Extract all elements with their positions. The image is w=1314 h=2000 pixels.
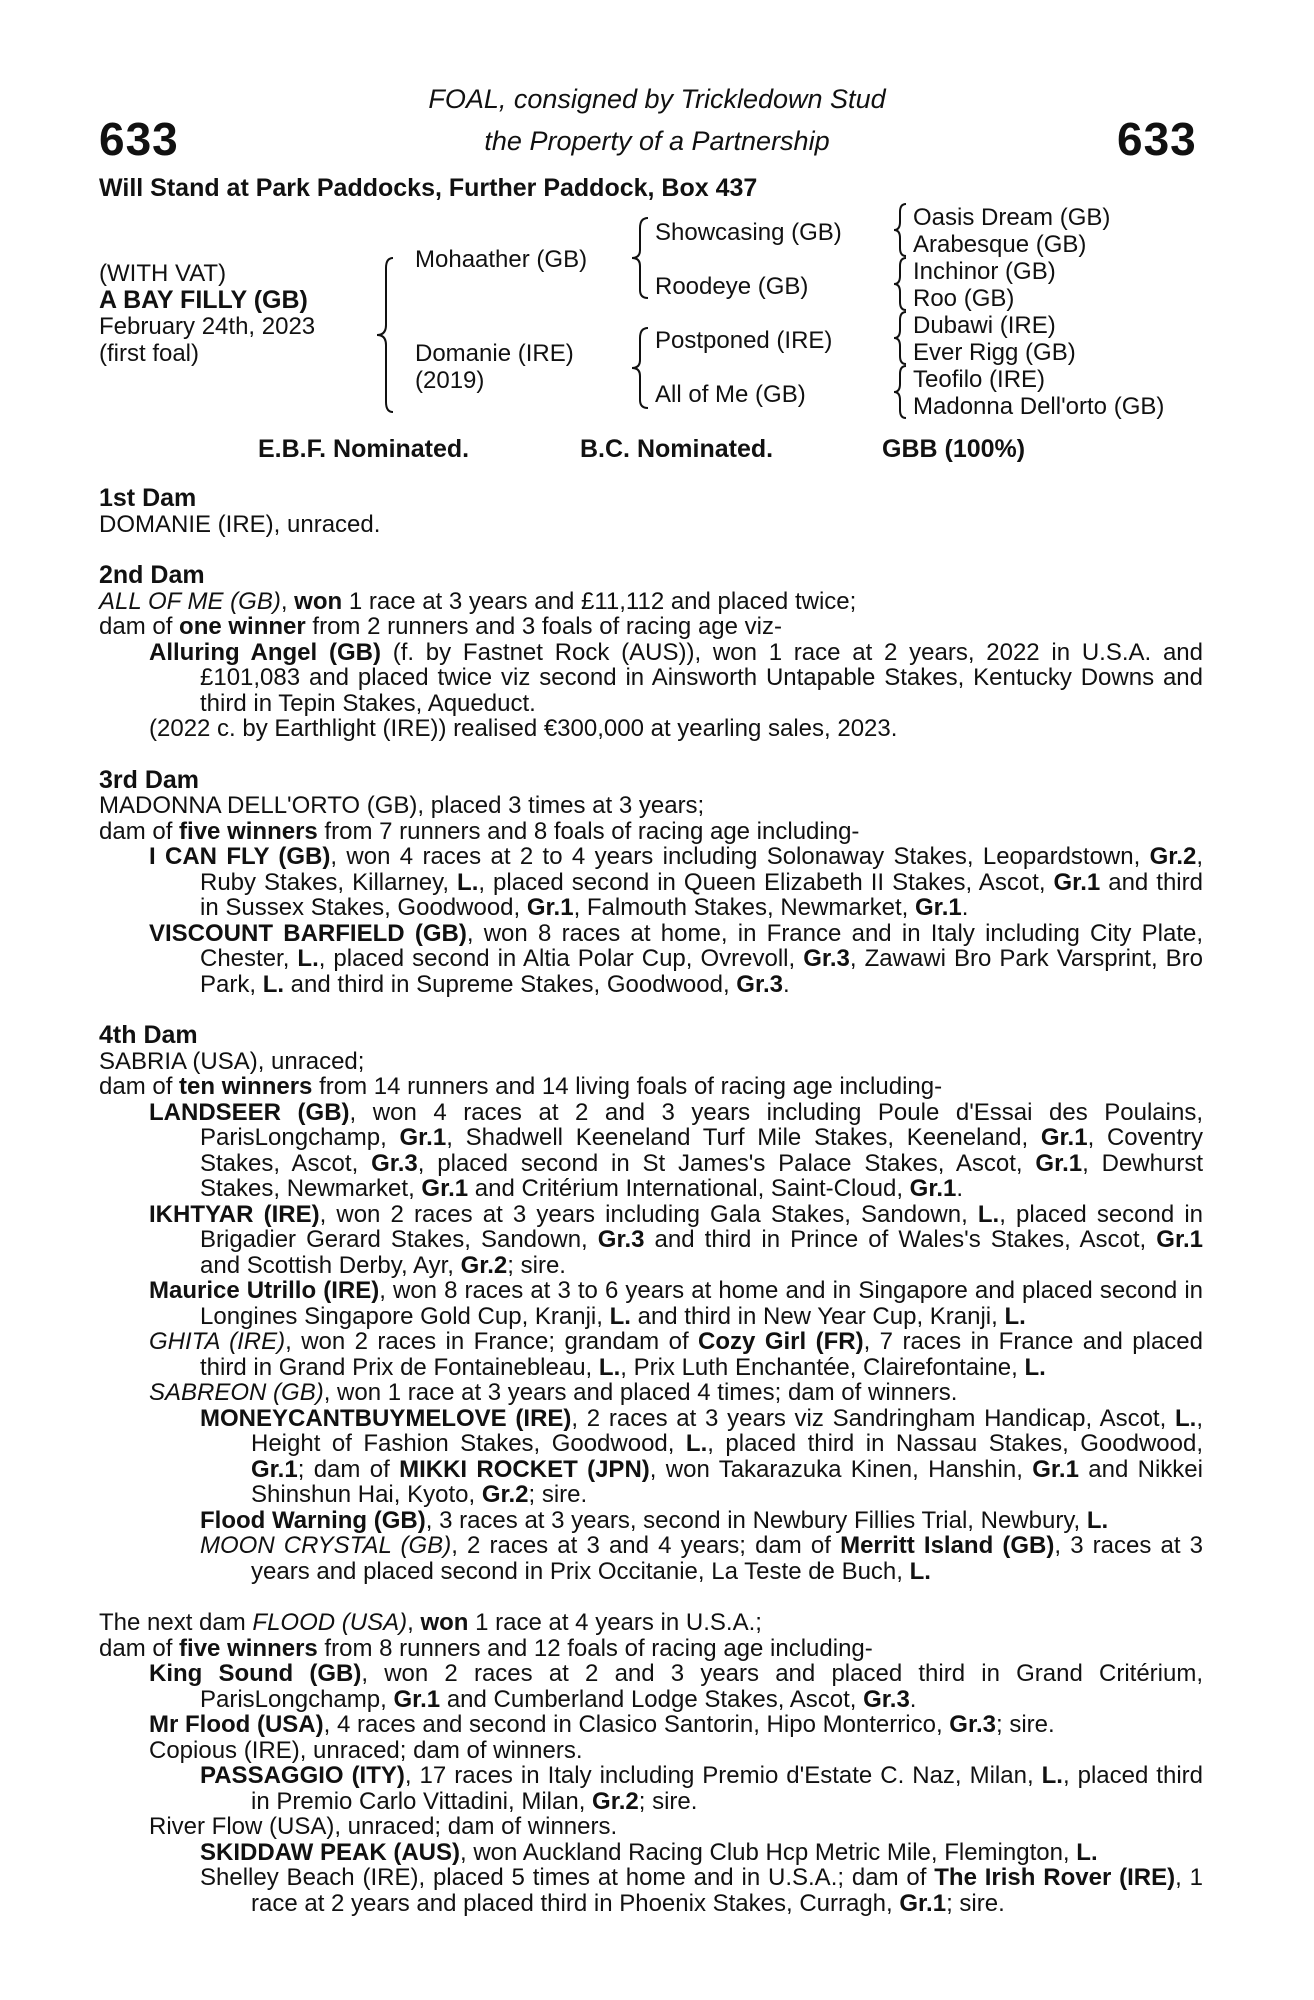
produce-passaggio: PASSAGGIO (ITY), 17 races in Italy including Premio d'Estate C. Naz, Milan, L., placed third in Premio Carlo Vittadini, Milan, Gr.2; sire. bbox=[200, 1762, 1203, 1815]
produce-flood-warning: Flood Warning (GB), 3 races at 3 years, second in Newbury Fillies Trial, Newbury, L. bbox=[200, 1506, 1109, 1534]
pedigree-ddd: Madonna Dell'orto (GB) bbox=[913, 393, 1165, 420]
first-dam-text: DOMANIE (IRE), unraced. bbox=[99, 510, 381, 538]
vat-note: (WITH VAT) bbox=[99, 260, 227, 287]
pedigree-sds: Inchinor (GB) bbox=[913, 258, 1056, 285]
first-foal-note: (first foal) bbox=[99, 340, 200, 367]
pedigree-sdd: Roo (GB) bbox=[913, 285, 1015, 312]
next-dam-line-2: dam of five winners from 8 runners and 12 foals of racing age including- bbox=[99, 1634, 873, 1662]
lot-subject-name: A BAY FILLY (GB) bbox=[99, 286, 308, 314]
pedigree-dam-sire: Postponed (IRE) bbox=[655, 327, 833, 354]
fourth-dam-line-1: SABRIA (USA), unraced; bbox=[99, 1047, 365, 1075]
produce-moon-crystal: MOON CRYSTAL (GB), 2 races at 3 and 4 years; dam of Merritt Island (GB), 3 races at 3 years and placed second in Prix Occitanie, La Teste de Buch, L. bbox=[200, 1532, 1204, 1585]
produce-shelley-beach: Shelley Beach (IRE), placed 5 times at home and in U.S.A.; dam of The Irish Rover (IRE), 1 race at 2 years and placed third in Phoenix Stakes, Curragh, Gr.1; sire. bbox=[200, 1864, 1203, 1917]
produce-river-flow: River Flow (USA), unraced; dam of winners. bbox=[149, 1813, 618, 1840]
third-dam-line-1: MADONNA DELL'ORTO (GB), placed 3 times at 3 years; bbox=[99, 792, 705, 819]
property-line: the Property of a Partnership bbox=[484, 126, 830, 156]
lot-number-left: 633 bbox=[99, 113, 179, 165]
fourth-dam-line-2: dam of ten winners from 14 runners and 14 living foals of racing age including- bbox=[99, 1073, 943, 1100]
pedigree-dam-year: (2019) bbox=[415, 367, 485, 394]
second-dam-line-2: dam of one winner from 2 runners and 3 foals of racing age viz- bbox=[99, 613, 782, 640]
pedigree-dsd: Ever Rigg (GB) bbox=[913, 339, 1076, 366]
produce-landseer: LANDSEER (GB), won 4 races at 2 and 3 years including Poule d'Essai des Poulains, ParisLongchamp, Gr.1, Shadwell Keeneland Turf Mile Stakes, Keeneland, Gr.1, Coventry Stakes, Ascot, Gr.3, placed second in St James's Palace Stakes, Ascot, Gr.1, Dewhurst Stakes, Newmarket, Gr.1 and Critérium International, Saint-Cloud, Gr.1. bbox=[149, 1098, 1203, 1202]
pedigree-dds: Teofilo (IRE) bbox=[913, 366, 1046, 393]
pedigree-sss: Oasis Dream (GB) bbox=[913, 204, 1111, 231]
catalogue-body bbox=[99, 486, 1203, 1916]
produce-2022-colt: (2022 c. by Earthlight (IRE)) realised €300,000 at yearling sales, 2023. bbox=[149, 715, 898, 742]
pedigree-dam: Domanie (IRE) bbox=[415, 340, 574, 367]
bc-nomination: B.C. Nominated. bbox=[580, 435, 774, 463]
stand-line: Will Stand at Park Paddocks, Further Paddock, Box 437 bbox=[99, 174, 758, 202]
pedigree-sire: Mohaather (GB) bbox=[415, 246, 588, 273]
third-dam-heading: 3rd Dam bbox=[99, 765, 200, 794]
fourth-dam-heading: 4th Dam bbox=[99, 1021, 198, 1049]
produce-skiddaw-peak: SKIDDAW PEAK (AUS), won Auckland Racing Club Hcp Metric Mile, Flemington, L. bbox=[200, 1838, 1098, 1866]
produce-ikhtyar: IKHTYAR (IRE), won 2 races at 3 years including Gala Stakes, Sandown, L., placed second in Brigadier Gerard Stakes, Sandown, Gr.3 and third in Prince of Wales's Stakes, Ascot, Gr.1 and Scottish Derby, Ayr, Gr.2; sire. bbox=[149, 1200, 1204, 1279]
pedigree-sire-sire: Showcasing (GB) bbox=[655, 219, 842, 246]
ebf-nomination: E.B.F. Nominated. bbox=[258, 435, 470, 463]
produce-ghita: GHITA (IRE), won 2 races in France; grandam of Cozy Girl (FR), 7 races in France and placed third in Grand Prix de Fontainebleau, L., Prix Luth Enchantée, Clairefontaine, L. bbox=[149, 1328, 1204, 1381]
first-dam-heading: 1st Dam bbox=[99, 484, 197, 512]
second-dam-line-1: ALL OF ME (GB), won 1 race at 3 years and £11,112 and placed twice; bbox=[99, 587, 857, 615]
consignor-line: FOAL, consigned by Trickledown Stud bbox=[428, 84, 886, 114]
pedigree-brackets bbox=[0, 0, 1314, 420]
produce-mr-flood: Mr Flood (USA), 4 races and second in Clasico Santorin, Hipo Monterrico, Gr.3; sire. bbox=[149, 1711, 1055, 1738]
produce-maurice-utrillo: Maurice Utrillo (IRE), won 8 races at 3 to 6 years at home and in Singapore and placed second in Longines Singapore Gold Cup, Kranji, L. and third in New Year Cup, Kranji, L. bbox=[149, 1277, 1204, 1330]
pedigree-dam-dam: All of Me (GB) bbox=[655, 381, 806, 408]
next-dam-line-1: The next dam FLOOD (USA), won 1 race at 4 years in U.S.A.; bbox=[99, 1609, 762, 1636]
produce-i-can-fly: I CAN FLY (GB), won 4 races at 2 to 4 years including Solonaway Stakes, Leopardstown, Gr.2, Ruby Stakes, Killarney, L., placed second in Queen Elizabeth II Stakes, Ascot, Gr.1 and third in Sussex Stakes, Goodwood, Gr.1, Falmouth Stakes, Newmarket, Gr.1. bbox=[149, 843, 1204, 921]
pedigree-dss: Dubawi (IRE) bbox=[913, 312, 1056, 339]
produce-moneycantbuymelove: MONEYCANTBUYMELOVE (IRE), 2 races at 3 years viz Sandringham Handicap, Ascot, L., Height of Fashion Stakes, Goodwood, L., placed third in Nassau Stakes, Goodwood, Gr.1; dam of MIKKI ROCKET (JPN), won Takarazuka Kinen, Hanshin, Gr.1 and Nikkei Shinshun Hai, Kyoto, Gr.2; sire. bbox=[200, 1404, 1203, 1508]
produce-copious: Copious (IRE), unraced; dam of winners. bbox=[149, 1736, 583, 1764]
third-dam-line-2: dam of five winners from 7 runners and 8 foals of racing age including- bbox=[99, 817, 860, 845]
second-dam-heading: 2nd Dam bbox=[99, 561, 205, 589]
produce-king-sound: King Sound (GB), won 2 races at 2 and 3 years and placed third in Grand Critérium, ParisLongchamp, Gr.1 and Cumberland Lodge Stakes, Ascot, Gr.3. bbox=[149, 1660, 1203, 1713]
pedigree-sire-dam: Roodeye (GB) bbox=[655, 273, 809, 300]
gbb-status: GBB (100%) bbox=[882, 435, 1026, 463]
produce-viscount-barfield: VISCOUNT BARFIELD (GB), won 8 races at home, in France and in Italy including City Plate, Chester, L., placed second in Altia Polar Cup, Ovrevoll, Gr.3, Zawawi Bro Park Varsprint, Bro Park, L. and third in Supreme Stakes, Goodwood, Gr.3. bbox=[149, 919, 1204, 998]
produce-sabreon: SABREON (GB), won 1 race at 3 years and placed 4 times; dam of winners. bbox=[149, 1379, 958, 1406]
produce-alluring-angel: Alluring Angel (GB) (f. by Fastnet Rock (AUS)), won 1 race at 2 years, 2022 in U.S.A. and £101,083 and placed twice viz second in Ainsworth Untapable Stakes, Kentucky Downs and third in Tepin Stakes, Aqueduct. bbox=[149, 638, 1203, 717]
pedigree-ssd: Arabesque (GB) bbox=[913, 231, 1087, 258]
foaling-date: February 24th, 2023 bbox=[99, 313, 316, 340]
lot-number-right: 633 bbox=[1117, 113, 1197, 165]
